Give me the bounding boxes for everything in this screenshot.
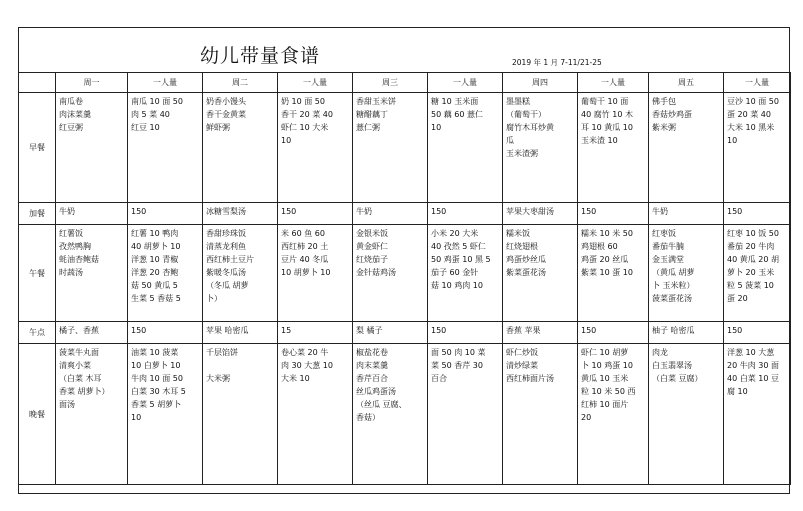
header-cell: 一人量 xyxy=(128,73,203,93)
meal-label: 早餐 xyxy=(19,93,56,203)
meal-row xyxy=(19,344,791,485)
cell-line: 鸡蛋炒丝瓜 xyxy=(506,255,546,264)
header-cell: 一人量 xyxy=(278,73,353,93)
cell-line: 苹果大枣甜汤 xyxy=(506,207,554,216)
cell-line: 白菜 30 木耳 5 xyxy=(131,387,186,396)
cell-line: 番茄牛腩 xyxy=(652,242,684,251)
amount-cell xyxy=(578,225,649,322)
header-cell: 周四 xyxy=(503,73,578,93)
dish-cell xyxy=(649,203,724,225)
cell-line: 红豆 10 xyxy=(131,123,160,132)
dish-cell xyxy=(56,203,128,225)
dish-cell xyxy=(353,322,428,344)
cell-line: 15 xyxy=(281,326,292,335)
dish-cell xyxy=(56,344,128,485)
cell-line: 白玉翡翠汤 xyxy=(652,361,692,370)
amount-cell xyxy=(128,322,203,344)
cell-line: 10 白萝卜 10 xyxy=(131,361,181,370)
cell-line: 金针菇鸡汤 xyxy=(356,268,396,277)
cell-line: 耳 10 黄瓜 10 xyxy=(581,123,633,132)
cell-line: 20 牛肉 30 面 xyxy=(727,361,779,370)
cell-line: 面 50 肉 10 菜 xyxy=(431,348,486,357)
cell-line: 鲜虾粥 xyxy=(206,123,230,132)
cell-line: 10 xyxy=(131,413,142,422)
cell-line: 红豆粥 xyxy=(59,123,83,132)
meal-row xyxy=(19,93,791,203)
amount-cell xyxy=(128,203,203,225)
cell-line: 香干金黄菜 xyxy=(206,110,246,119)
dish-cell xyxy=(353,225,428,322)
cell-line: 红柿 10 面片 xyxy=(581,400,629,409)
cell-line: 南瓜 10 面 50 xyxy=(131,97,183,106)
cell-line: 香蕉 苹果 xyxy=(506,326,541,335)
cell-line: 40 胡萝卜 10 xyxy=(131,242,181,251)
cell-line: 150 xyxy=(281,207,297,216)
dish-cell xyxy=(353,203,428,225)
cell-line: 西红柿 20 土 xyxy=(281,242,329,251)
cell-line: 50 鸡蛋 10 黑 5 xyxy=(431,255,491,264)
page-title: 幼儿带量食谱 xyxy=(200,45,321,67)
cell-line: 洋葱 10 青椒 xyxy=(131,255,179,264)
cell-line: 紫菜蛋花汤 xyxy=(506,268,546,277)
cell-line: 蛋 20 xyxy=(727,294,748,303)
dish-cell xyxy=(203,203,278,225)
cell-line: （葡萄干） xyxy=(506,110,546,119)
cell-line: 卜） xyxy=(206,294,222,303)
cell-line: 黄金虾仁 xyxy=(356,242,388,251)
header-cell: 周五 xyxy=(649,73,724,93)
amount-cell xyxy=(724,93,791,203)
header-row xyxy=(19,73,791,93)
cell-line: 40 黄瓜 20 胡 xyxy=(727,255,779,264)
cell-line: 紫菜 10 蛋 10 xyxy=(581,268,633,277)
cell-line: 香菜 胡萝卜） xyxy=(59,387,110,396)
cell-line: 红烧茄子 xyxy=(356,255,388,264)
cell-line: 肉 5 菜 40 xyxy=(131,110,170,119)
cell-line: 牛肉 10 面 50 xyxy=(131,374,183,383)
cell-line: 粒 10 米 50 西 xyxy=(581,387,636,396)
amount-cell xyxy=(578,203,649,225)
cell-line: 时蔬汤 xyxy=(59,268,83,277)
cell-line: （丝瓜 豆腐、 xyxy=(356,400,407,409)
dish-cell xyxy=(203,93,278,203)
amount-cell xyxy=(428,203,503,225)
header-cell: 一人量 xyxy=(724,73,791,93)
cell-line: 奶 10 面 50 xyxy=(281,97,325,106)
cell-line: 香菜 5 胡萝卜 xyxy=(131,400,182,409)
cell-line: 肉沫菜羹 xyxy=(59,110,91,119)
cell-line: 红枣饭 xyxy=(652,229,676,238)
cell-line: 腐竹木耳炒黄 xyxy=(506,123,554,132)
header-corner xyxy=(19,73,56,93)
cell-line: 紫暖冬瓜汤 xyxy=(206,268,246,277)
cell-line: 薏仁粥 xyxy=(356,123,380,132)
header-cell: 一人量 xyxy=(578,73,649,93)
cell-line: 香甜玉米饼 xyxy=(356,97,396,106)
cell-line: 腐 10 xyxy=(727,387,748,396)
cell-line: 金玉满堂 xyxy=(652,255,684,264)
amount-cell xyxy=(128,93,203,203)
cell-line: 菜 50 香芹 30 xyxy=(431,361,483,370)
amount-cell xyxy=(578,344,649,485)
cell-line: 奶香小馒头 xyxy=(206,97,246,106)
cell-line: 梨 橘子 xyxy=(356,326,383,335)
dish-cell xyxy=(649,93,724,203)
amount-cell xyxy=(578,322,649,344)
header-cell: 周二 xyxy=(203,73,278,93)
dish-cell xyxy=(353,93,428,203)
amount-cell xyxy=(278,93,353,203)
cell-line: 萝卜 20 玉米 xyxy=(727,268,775,277)
cell-line: 20 xyxy=(581,413,592,422)
dish-cell xyxy=(56,93,128,203)
dish-cell xyxy=(649,322,724,344)
amount-cell xyxy=(428,225,503,322)
cell-line: 牛奶 xyxy=(59,207,75,216)
cell-line: 鸡翅根 60 xyxy=(581,242,618,251)
cell-line: 10 胡萝卜 10 xyxy=(281,268,331,277)
dish-cell xyxy=(56,225,128,322)
cell-line: 孜然鸭胸 xyxy=(59,242,91,251)
amount-cell xyxy=(278,322,353,344)
cell-line: 千层馅饼 xyxy=(206,348,238,357)
cell-line: 糖 10 玉米面 xyxy=(431,97,479,106)
cell-line: 黄瓜 10 玉米 xyxy=(581,374,629,383)
cell-line: 豆沙 10 面 50 xyxy=(727,97,779,106)
dish-cell xyxy=(353,344,428,485)
cell-line: 肉龙 xyxy=(652,348,668,357)
cell-line: 橘子、香蕉 xyxy=(59,326,99,335)
cell-line: 茄子 60 金针 xyxy=(431,268,479,277)
cell-line: 丝瓜鸡蛋汤 xyxy=(356,387,396,396)
amount-cell xyxy=(724,322,791,344)
cell-line: 鸡蛋 20 丝瓜 xyxy=(581,255,629,264)
cell-line: 南瓜卷 xyxy=(59,97,83,106)
cell-line: 150 xyxy=(581,207,597,216)
cell-line: （白菜 木耳 xyxy=(59,374,102,383)
menu-table xyxy=(18,72,791,485)
cell-line: 10 xyxy=(727,136,738,145)
cell-line: 紫米粥 xyxy=(652,123,676,132)
cell-line: 玉米渣 10 xyxy=(581,136,618,145)
cell-line: 150 xyxy=(431,207,447,216)
dish-cell xyxy=(203,225,278,322)
cell-line: 150 xyxy=(131,207,147,216)
amount-cell xyxy=(724,225,791,322)
meal-label: 午餐 xyxy=(19,225,56,322)
cell-line: 柚子 哈密瓜 xyxy=(652,326,695,335)
cell-line: 洋葱 10 大葱 xyxy=(727,348,775,357)
amount-cell xyxy=(128,344,203,485)
cell-line: （冬瓜 胡萝 xyxy=(206,281,249,290)
meal-row xyxy=(19,203,791,225)
cell-line: 糯米 10 米 50 xyxy=(581,229,633,238)
amount-cell xyxy=(724,344,791,485)
cell-line: 清爽小菜 xyxy=(59,361,91,370)
amount-cell xyxy=(278,225,353,322)
cell-line: 150 xyxy=(431,326,447,335)
amount-cell xyxy=(428,344,503,485)
cell-line: 虾仁 10 大米 xyxy=(281,123,329,132)
cell-line: 糯米饭 xyxy=(506,229,530,238)
cell-line: 香干 20 菜 40 xyxy=(281,110,333,119)
cell-line: 卜 10 鸡蛋 10 xyxy=(581,361,633,370)
cell-line: 40 腐竹 10 木 xyxy=(581,110,633,119)
dish-cell xyxy=(503,322,578,344)
cell-line: 40 孜然 5 虾仁 xyxy=(431,242,486,251)
cell-line: （白菜 豆腐） xyxy=(652,374,703,383)
dish-cell xyxy=(503,203,578,225)
header-cell: 一人量 xyxy=(428,73,503,93)
amount-cell xyxy=(428,322,503,344)
cell-line: 150 xyxy=(581,326,597,335)
cell-line: 粒 5 菠菜 10 xyxy=(727,281,774,290)
cell-line: 百合 xyxy=(431,374,447,383)
cell-line: 卜 玉米粒） xyxy=(652,281,695,290)
cell-line: 50 藕 60 薏仁 xyxy=(431,110,483,119)
cell-line: 豆片 40 冬瓜 xyxy=(281,255,329,264)
date-range: 2019 年 1 月 7-11/21-25 xyxy=(512,58,602,67)
cell-line: 150 xyxy=(727,326,743,335)
cell-line: 椒盐花卷 xyxy=(356,348,388,357)
cell-line: 牛奶 xyxy=(356,207,372,216)
cell-line: 玉米渣粥 xyxy=(506,149,538,158)
cell-line: 肉 30 大葱 10 xyxy=(281,361,333,370)
cell-line: 瓜 xyxy=(506,136,514,145)
cell-line: 蛋 20 菜 40 xyxy=(727,110,771,119)
cell-line: 油菜 10 菠菜 xyxy=(131,348,179,357)
cell-line: 红烧翅根 xyxy=(506,242,538,251)
dish-cell xyxy=(649,225,724,322)
cell-line: 香菇） xyxy=(356,413,380,422)
cell-line: 大米 10 黑米 xyxy=(727,123,775,132)
cell-line: 墨墨糕 xyxy=(506,97,530,106)
cell-line: 150 xyxy=(131,326,147,335)
cell-line: 香芹百合 xyxy=(356,374,388,383)
cell-line: 面汤 xyxy=(59,400,75,409)
amount-cell xyxy=(128,225,203,322)
meal-row xyxy=(19,322,791,344)
cell-line: 西红柿土豆片 xyxy=(206,255,254,264)
cell-line: 卷心菜 20 牛 xyxy=(281,348,329,357)
amount-cell xyxy=(428,93,503,203)
cell-line: 金银米饭 xyxy=(356,229,388,238)
dish-cell xyxy=(649,344,724,485)
dish-cell xyxy=(503,93,578,203)
cell-line: （黄瓜 胡萝 xyxy=(652,268,695,277)
cell-line: 苹果 哈密瓜 xyxy=(206,326,249,335)
cell-line: 香甜珍珠饭 xyxy=(206,229,246,238)
cell-line: 大米粥 xyxy=(206,374,230,383)
cell-line: 清蒸龙利鱼 xyxy=(206,242,246,251)
meal-label: 加餐 xyxy=(19,203,56,225)
cell-line: 大米 10 xyxy=(281,374,310,383)
dish-cell xyxy=(203,344,278,485)
cell-line xyxy=(206,359,274,372)
cell-line: 香菇炒鸡蛋 xyxy=(652,110,692,119)
meal-label: 晚餐 xyxy=(19,344,56,485)
cell-line: 牛奶 xyxy=(652,207,668,216)
cell-line: 菠菜牛丸面 xyxy=(59,348,99,357)
cell-line: 米 60 鱼 60 xyxy=(281,229,325,238)
amount-cell xyxy=(724,203,791,225)
cell-line: 清炒绿菜 xyxy=(506,361,538,370)
cell-line: 洋葱 20 杏鲍 xyxy=(131,268,179,277)
dish-cell xyxy=(503,225,578,322)
cell-line: 蚝油杏鲍菇 xyxy=(59,255,99,264)
cell-line: 红薯饭 xyxy=(59,229,83,238)
dish-cell xyxy=(203,322,278,344)
meal-label: 午点 xyxy=(19,322,56,344)
cell-line: 西红柿面片汤 xyxy=(506,374,554,383)
cell-line: 菇 50 黄瓜 5 xyxy=(131,281,178,290)
cell-line: 番茄 20 牛肉 xyxy=(727,242,775,251)
cell-line: 生菜 5 香菇 5 xyxy=(131,294,181,303)
cell-line: 肉末菜羹 xyxy=(356,361,388,370)
cell-line: 10 xyxy=(281,136,292,145)
cell-line: 菠菜蛋花汤 xyxy=(652,294,692,303)
cell-line: 红枣 10 饭 50 xyxy=(727,229,779,238)
amount-cell xyxy=(278,344,353,485)
header-cell: 周一 xyxy=(56,73,128,93)
amount-cell xyxy=(278,203,353,225)
cell-line: 葡萄干 10 面 xyxy=(581,97,629,106)
amount-cell xyxy=(578,93,649,203)
cell-line: 150 xyxy=(727,207,743,216)
dish-cell xyxy=(503,344,578,485)
cell-line: 虾仁 10 胡萝 xyxy=(581,348,629,357)
cell-line: 虾仁炒饭 xyxy=(506,348,538,357)
cell-line: 红薯 10 鸭肉 xyxy=(131,229,179,238)
cell-line: 菇 10 鸡肉 10 xyxy=(431,281,483,290)
cell-line: 40 白菜 10 豆 xyxy=(727,374,779,383)
cell-line: 小米 20 大米 xyxy=(431,229,479,238)
cell-line: 10 xyxy=(431,123,442,132)
meal-row xyxy=(19,225,791,322)
cell-line: 佛手包 xyxy=(652,97,676,106)
header-cell: 周三 xyxy=(353,73,428,93)
dish-cell xyxy=(56,322,128,344)
cell-line: 冰糖雪梨汤 xyxy=(206,207,246,216)
cell-line: 糖醋藕丁 xyxy=(356,110,388,119)
